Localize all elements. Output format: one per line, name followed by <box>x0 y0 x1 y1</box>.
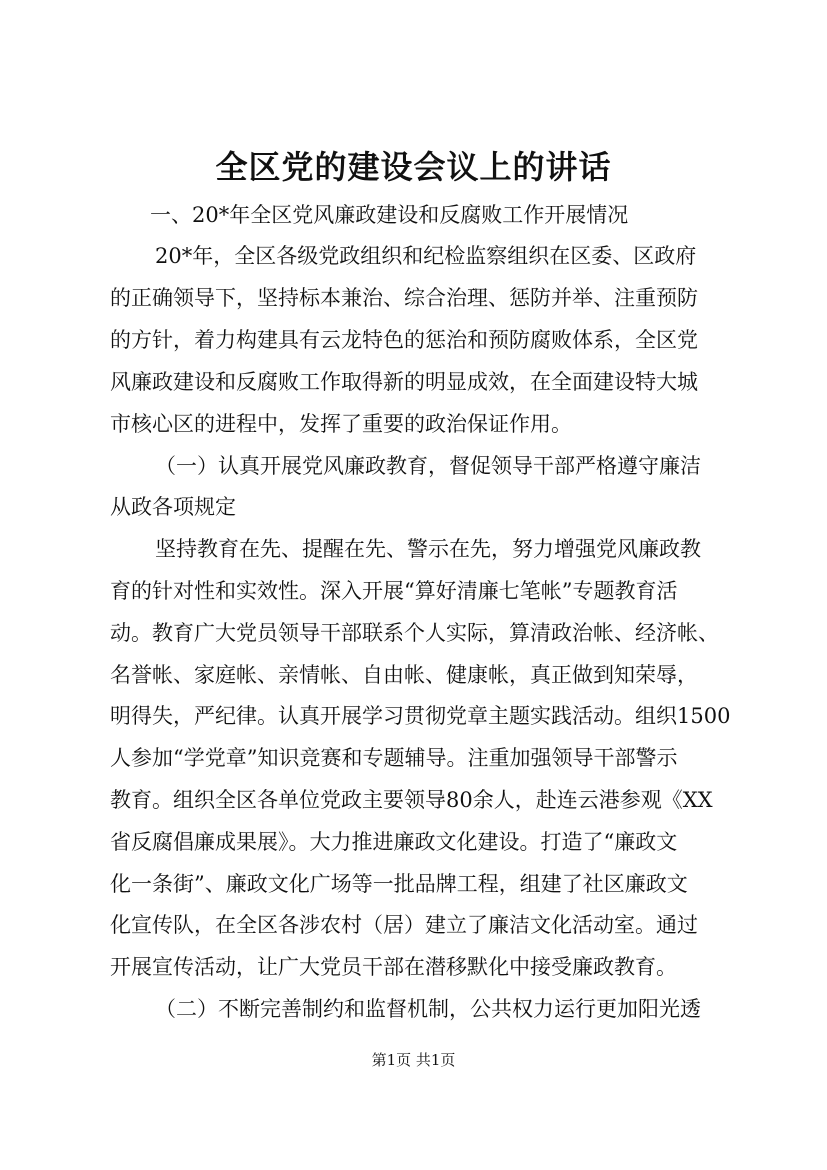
paragraph-line: 的方针，着力构建具有云龙特色的惩治和预防腐败体系，全区党 <box>110 328 698 352</box>
paragraph-line: 化一条街”、廉政文化广场等一批品牌工程，组建了社区廉政文 <box>110 872 688 896</box>
page-footer: 第1页 共1页 <box>371 1051 456 1069</box>
paragraph-line: 育的针对性和实效性。深入开展“算好清廉七笔帐”专题教育活 <box>110 579 678 603</box>
paragraph-line: 风廉政建设和反腐败工作取得新的明显成效，在全面建设特大城 <box>110 370 698 394</box>
paragraph-line: 动。教育广大党员领导干部联系个人实际，算清政治帐、经济帐、 <box>110 621 719 645</box>
paragraph-line: 明得失，严纪律。认真开展学习贯彻党章主题实践活动。组织1500 <box>110 704 730 728</box>
paragraph-line: 名誉帐、家庭帐、亲情帐、自由帐、健康帐，真正做到知荣辱， <box>110 663 698 687</box>
paragraph-line: 开展宣传活动，让广大党员干部在潜移默化中接受廉政教育。 <box>110 955 677 979</box>
paragraph-line: 化宣传队，在全区各涉农村（居）建立了廉洁文化活动室。通过 <box>110 913 698 937</box>
paragraph-line: 教育。组织全区各单位党政主要领导80余人，赴连云港参观《XX <box>110 788 713 812</box>
subsection-heading: （一）认真开展党风廉政教育，督促领导干部严格遵守廉洁 <box>155 454 701 478</box>
paragraph-line: 坚持教育在先、提醒在先、警示在先，努力增强党风廉政教 <box>155 537 701 561</box>
section-heading: 一、20*年全区党风廉政建设和反腐败工作开展情况 <box>150 203 629 227</box>
paragraph-line: 20*年，全区各级党政组织和纪检监察组织在区委、区政府 <box>155 244 697 268</box>
paragraph-line: 的正确领导下，坚持标本兼治、综合治理、惩防并举、注重预防 <box>110 286 698 310</box>
subsection-heading: （二）不断完善制约和监督机制，公共权力运行更加阳光透 <box>155 997 701 1021</box>
subsection-heading: 从政各项规定 <box>110 495 236 519</box>
document-title: 全区党的建设会议上的讲话 <box>215 148 612 186</box>
paragraph-line: 人参加“学党章”知识竞赛和专题辅导。注重加强领导干部警示 <box>110 746 678 770</box>
paragraph-line: 市核心区的进程中，发挥了重要的政治保证作用。 <box>110 412 572 436</box>
paragraph-line: 省反腐倡廉成果展》。大力推进廉政文化建设。打造了“廉政文 <box>110 830 678 854</box>
